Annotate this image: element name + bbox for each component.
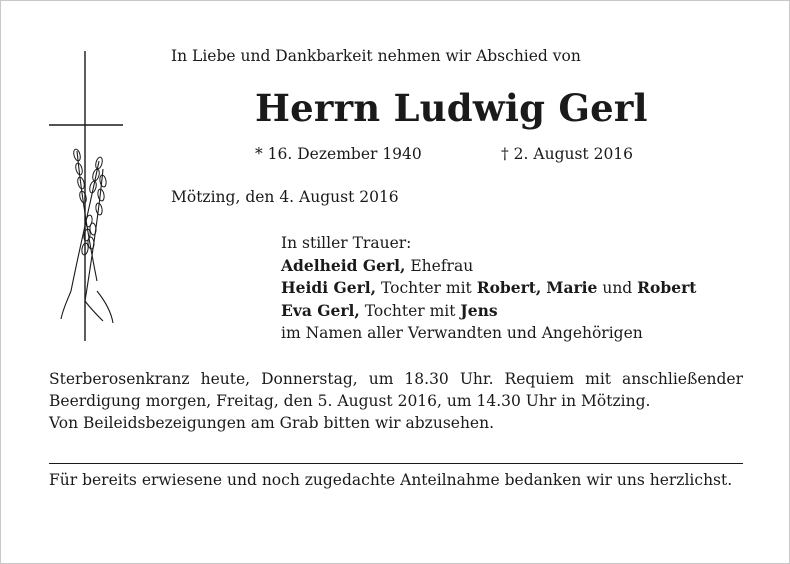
divider [49,463,743,464]
birth-date: * 16. Dezember 1940 [255,145,422,163]
mourners-block [281,232,696,345]
separator: und [597,279,638,297]
mourner-name: Adelheid Gerl, [281,255,406,275]
service-details [49,368,743,434]
condolence-request: Von Beileidsbezeigungen am Grab bitten wir abzusehen. [49,414,495,432]
place-and-date: Mötzing, den 4. August 2016 [171,188,399,206]
mourner-row [281,255,696,278]
grandchild-name: Marie [546,278,598,297]
intro-line: In Liebe und Dankbarkeit nehmen wir Abschied von [171,47,581,65]
mourner-relation: Ehefrau [405,256,474,275]
deceased-name: Herrn Ludwig Gerl [255,86,648,130]
grandchild-name: Robert [637,278,697,297]
thanks-text: Für bereits erwiesene und noch zugedachte Anteilnahme bedanken wir uns herzlichst. [49,471,733,489]
mourner-row [281,300,696,323]
cross-with-wheat-icon [41,51,141,351]
relatives-line: im Namen aller Verwandten und Angehörigen [281,324,643,342]
mourner-relation: Tochter mit [376,279,477,297]
grandchild-name: Jens [460,300,498,320]
mourner-name: Eva Gerl, [281,300,360,320]
thanks-section [49,469,743,491]
mourner-row [281,277,696,300]
grandchild-name: Robert, [476,278,542,297]
death-date: † 2. August 2016 [501,145,634,163]
mourning-intro: In stiller Trauer: [281,234,412,252]
rosary-requiem-text: Sterberosenkranz heute, Donnerstag, um 18.30 Uhr. Requiem mit anschließender Beerdigung morgen, Freitag, den 5. August 2016, um 14.30 Uhr in Mötzing. [49,370,743,410]
mourner-relation: Tochter mit [359,301,461,320]
mourner-name: Heidi Gerl, [281,278,377,297]
